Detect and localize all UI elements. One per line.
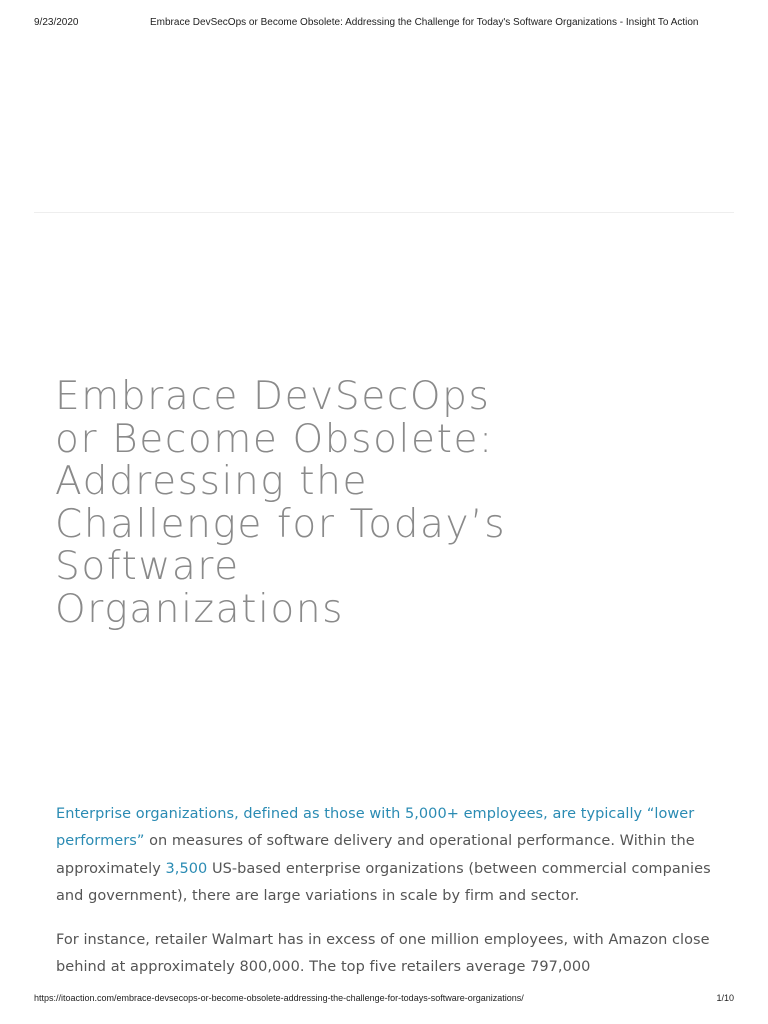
lower-performers-link[interactable]: Enterprise organizations, defined as those with 5,000+ employees, are typically “lower performers” xyxy=(56,806,695,850)
paragraph-2: For instance, retailer Walmart has in excess of one million employees, with Amazon close behind at approximately 800,000. The top five retailers average 797,000 xyxy=(56,932,710,976)
headline-line: Software xyxy=(55,544,240,589)
print-footer xyxy=(34,993,734,1007)
header-divider xyxy=(34,212,734,213)
headline-line: Addressing the xyxy=(55,459,369,504)
headline-line: Embrace DevSecOps xyxy=(55,374,491,419)
print-header xyxy=(34,17,734,31)
article-headline xyxy=(55,376,615,631)
print-date: 9/23/2020 xyxy=(34,17,79,28)
article-body xyxy=(56,801,716,999)
enterprise-count-link[interactable]: 3,500 xyxy=(165,860,208,877)
paragraph-1 xyxy=(56,801,716,910)
paragraph-1-text-a: on measures of software delivery and operational performance. Within the approximately xyxy=(56,833,695,877)
print-url: https://itoaction.com/embrace-devsecops-or-become-obsolete-addressing-the-challenge-for-todays-software-organizations/ xyxy=(34,993,524,1003)
headline-line: Challenge for Today’s xyxy=(55,501,507,547)
page-number: 1/10 xyxy=(716,993,734,1003)
headline-line: Organizations xyxy=(55,586,345,632)
headline-line: or Become Obsolete: xyxy=(55,416,494,462)
paragraph-1-text-b: US-based enterprise organizations (between commercial companies and government), there are large variations in scale by firm and sector. xyxy=(56,860,711,904)
print-document-title: Embrace DevSecOps or Become Obsolete: Addressing the Challenge for Today's Software Organizations - Insight To Action xyxy=(150,17,699,28)
